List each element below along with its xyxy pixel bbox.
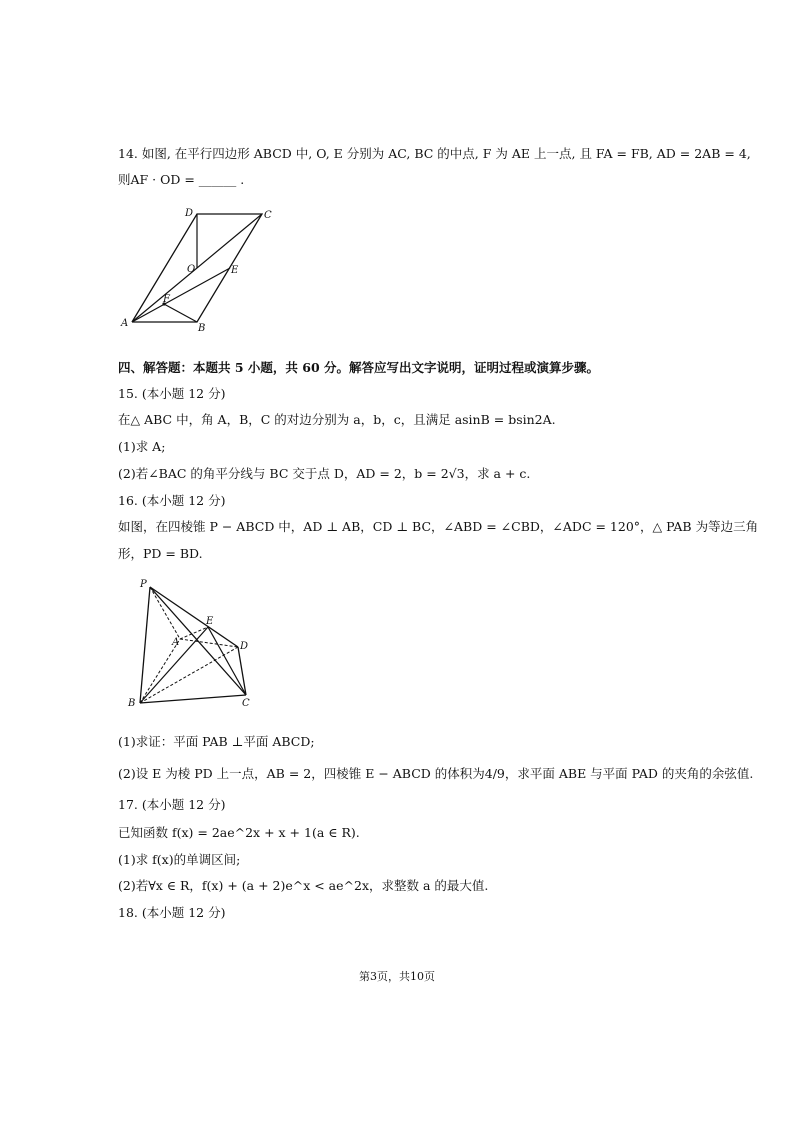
label-D: D [240,641,249,652]
label-A: A [172,637,180,648]
label-C: C [264,210,272,221]
q16-part1: (1)求证：平面 PAB ⊥平面 ABCD; [118,734,315,749]
page-footer: 第3页，共10页 [359,970,435,983]
q15-part2: (2)若∠BAC 的角平分线与 BC 交于点 D，AD = 2，b = 2√3，求 a + c. [118,466,531,481]
label-O: O [187,264,196,275]
q16-head: 16. (本小题 12 分) [118,493,226,508]
q16-part2: (2)设 E 为棱 PD 上一点，AB = 2，四棱锥 E − ABCD 的体积为4/9，求平面 ABE 与平面 PAD 的夹角的余弦值. [118,766,754,781]
q14-line1: 14. 如图, 在平行四边形 ABCD 中, O, E 分别为 AC, BC 的中点, F 为 AE 上一点, 且 FA = FB, AD = 2AB = 4, [118,146,751,161]
label-B: B [198,323,206,334]
q17-head: 17. (本小题 12 分) [118,797,226,812]
label-C: C [242,698,250,709]
label-D: D [185,208,194,219]
q15-head: 15. (本小题 12 分) [118,386,226,401]
label-A: A [121,318,129,329]
q15-stem: 在△ ABC 中，角 A，B，C 的对边分别为 a，b，c，且满足 asinB = bsin2A. [118,412,556,427]
q14-line2: 则AF · OD = ______ . [118,172,245,187]
label-F: F [163,294,170,305]
label-P: P [140,579,147,590]
q17-part2: (2)若∀x ∈ R，f(x) + (a + 2)e^x < ae^2x，求整数 a 的最大值. [118,878,489,893]
parallelogram-figure [112,200,282,335]
pyramid-figure [120,575,270,715]
section-heading: 四、解答题：本题共 5 小题，共 60 分。解答应写出文字说明，证明过程或演算步骤。 [118,360,600,375]
q18-head: 18. (本小题 12 分) [118,905,226,920]
q16-stem1: 如图，在四棱锥 P − ABCD 中，AD ⊥ AB，CD ⊥ BC，∠ABD = ∠CBD，∠ADC = 120°，△ PAB 为等边三角 [118,519,759,534]
label-B: B [128,698,136,709]
q15-part1: (1)求 A; [118,439,166,454]
q16-stem2: 形，PD = BD. [118,546,203,561]
q17-stem: 已知函数 f(x) = 2ae^2x + x + 1(a ∈ R). [118,825,360,840]
label-E: E [231,265,239,276]
label-E: E [206,616,214,627]
q17-part1: (1)求 f(x)的单调区间; [118,852,241,867]
